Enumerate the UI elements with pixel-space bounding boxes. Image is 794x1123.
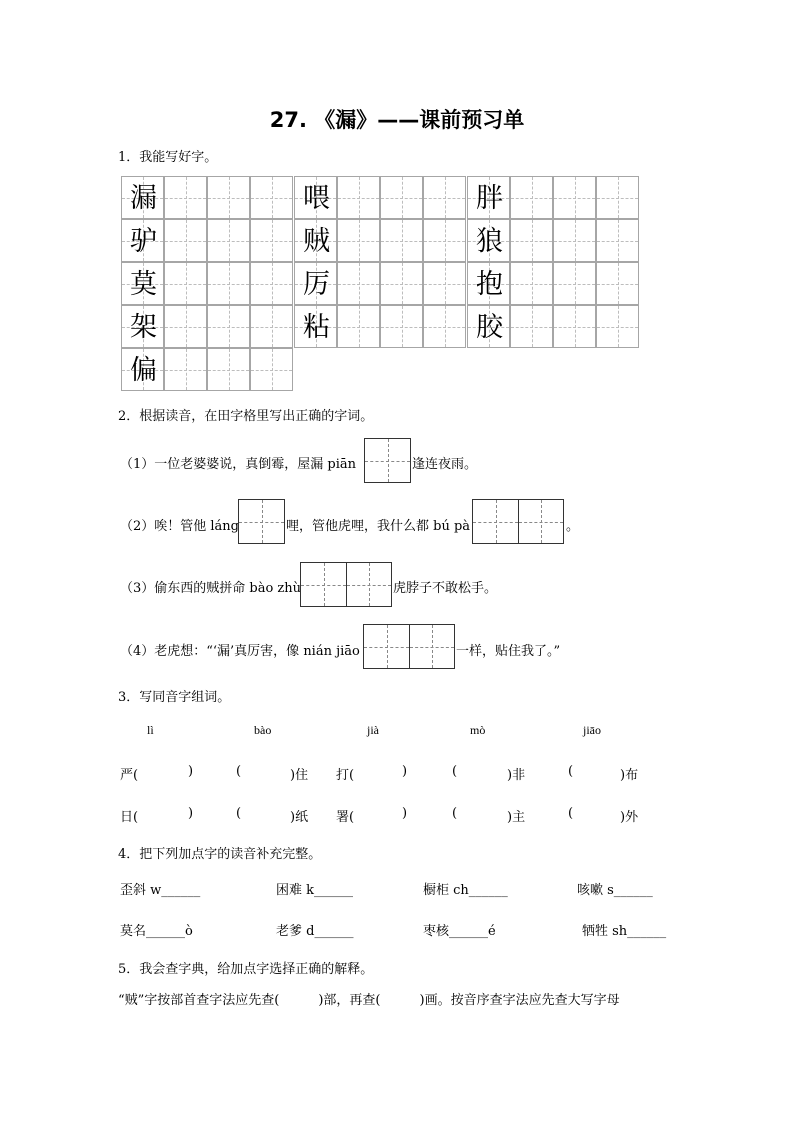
- model-character: 漏: [130, 183, 157, 214]
- q2-item-4-after: 一样，贴住我了。”: [456, 644, 561, 659]
- practice-cell[interactable]: [164, 262, 207, 305]
- q3-fill-segment: 日(: [120, 810, 139, 825]
- q5-line: “贼”字按部首查字法应先查( )部，再查( )画。按音序查字法应先查大写字母: [118, 993, 620, 1008]
- q2-item-2-middle: 哩，管他虎哩，我什么都 bú pà: [286, 519, 471, 534]
- practice-cell[interactable]: [380, 305, 423, 348]
- practice-cell[interactable]: [164, 176, 207, 219]
- question-3-label: 3．写同音字组词。: [118, 690, 231, 705]
- practice-cell[interactable]: [250, 176, 293, 219]
- q3-fill-segment: )主: [507, 810, 526, 825]
- model-character: 架: [130, 312, 157, 343]
- q2-item-2-before: （2）唉！管他 láng: [120, 519, 240, 534]
- model-character: 抱: [476, 269, 503, 300]
- model-character: 驴: [130, 226, 157, 257]
- practice-cell[interactable]: [423, 305, 466, 348]
- model-character: 喂: [303, 183, 330, 214]
- q3-fill-segment: ): [188, 764, 194, 779]
- q4-item: 牺牲 sh______: [582, 924, 667, 939]
- model-character: 胖: [476, 183, 503, 214]
- q3-fill-segment: (: [452, 806, 458, 821]
- practice-cell[interactable]: [423, 262, 466, 305]
- practice-cell[interactable]: [596, 305, 639, 348]
- practice-cell[interactable]: [510, 176, 553, 219]
- q4-item: 枣核______é: [423, 924, 496, 939]
- practice-cell[interactable]: [250, 262, 293, 305]
- q3-fill-segment: 署(: [336, 810, 355, 825]
- practice-cell[interactable]: [250, 219, 293, 262]
- q3-fill-segment: )纸: [290, 810, 309, 825]
- model-character: 偏: [130, 355, 157, 386]
- q3-fill-segment: (: [236, 764, 242, 779]
- q3-fill-segment: (: [452, 764, 458, 779]
- q4-item: 老爹 d______: [276, 924, 354, 939]
- practice-cell[interactable]: [207, 348, 250, 391]
- practice-cell[interactable]: [164, 219, 207, 262]
- model-character: 莫: [130, 269, 157, 300]
- practice-cell[interactable]: [553, 219, 596, 262]
- q3-fill-segment: ): [188, 806, 194, 821]
- model-character-cell: [467, 262, 510, 305]
- q2-item-1-before: （1）一位老婆婆说，真倒霉，屋漏 piān: [120, 457, 357, 472]
- q2-item-3-after: 虎脖子不敢松手。: [393, 581, 498, 596]
- model-character-cell: [294, 219, 337, 262]
- q2-item-3-before: （3）偷东西的贼拼命 bào zhù: [120, 581, 302, 596]
- tianzi-box[interactable]: [300, 562, 392, 607]
- q3-fill-segment: )非: [507, 768, 526, 783]
- practice-cell[interactable]: [337, 305, 380, 348]
- model-character-cell: [467, 176, 510, 219]
- practice-cell[interactable]: [337, 219, 380, 262]
- practice-cell[interactable]: [207, 262, 250, 305]
- q2-item-2-after: 。: [566, 519, 580, 534]
- practice-cell[interactable]: [380, 262, 423, 305]
- model-character: 厉: [303, 269, 330, 300]
- practice-cell[interactable]: [250, 305, 293, 348]
- q3-fill-segment: ): [402, 764, 408, 779]
- practice-cell[interactable]: [596, 262, 639, 305]
- model-character-cell: [294, 305, 337, 348]
- model-character-cell: [121, 262, 164, 305]
- pinyin-label: bào: [254, 723, 272, 737]
- pinyin-label: lì: [147, 723, 154, 737]
- practice-cell[interactable]: [207, 219, 250, 262]
- practice-cell[interactable]: [337, 176, 380, 219]
- practice-cell[interactable]: [423, 176, 466, 219]
- q3-fill-segment: 严(: [120, 768, 139, 783]
- model-character: 贼: [303, 226, 330, 257]
- q3-fill-segment: (: [568, 764, 574, 779]
- pinyin-label: jiāo: [583, 723, 601, 737]
- tianzi-box[interactable]: [472, 499, 564, 544]
- q4-item: 橱柜 ch______: [423, 883, 508, 898]
- tianzi-box[interactable]: [363, 624, 455, 669]
- model-character-cell: [294, 176, 337, 219]
- model-character-cell: [467, 305, 510, 348]
- practice-cell[interactable]: [553, 262, 596, 305]
- practice-cell[interactable]: [553, 305, 596, 348]
- tianzi-box[interactable]: [238, 499, 285, 544]
- practice-cell[interactable]: [337, 262, 380, 305]
- model-character-cell: [121, 305, 164, 348]
- q4-item: 莫名______ò: [120, 924, 193, 939]
- practice-cell[interactable]: [164, 305, 207, 348]
- model-character-cell: [121, 219, 164, 262]
- practice-cell[interactable]: [250, 348, 293, 391]
- model-character: 胶: [476, 312, 503, 343]
- practice-cell[interactable]: [596, 219, 639, 262]
- q3-fill-segment: (: [236, 806, 242, 821]
- practice-cell[interactable]: [380, 219, 423, 262]
- question-1-label: 1．我能写好字。: [118, 150, 218, 165]
- model-character: 粘: [303, 312, 330, 343]
- practice-cell[interactable]: [553, 176, 596, 219]
- q3-fill-segment: )住: [290, 768, 309, 783]
- question-5-label: 5．我会查字典，给加点字选择正确的解释。: [118, 962, 374, 977]
- q2-item-1-after: 逢连夜雨。: [412, 457, 478, 472]
- page-title: 27. 《漏》——课前预习单: [269, 108, 525, 132]
- q2-item-4-before: （4）老虎想：“‘漏’真厉害，像 nián jiāo: [120, 644, 360, 659]
- model-character-cell: [121, 176, 164, 219]
- model-character-cell: [121, 348, 164, 391]
- tianzi-box[interactable]: [364, 438, 411, 483]
- q3-fill-segment: (: [568, 806, 574, 821]
- q4-item: 困难 k______: [276, 883, 354, 898]
- practice-cell[interactable]: [510, 305, 553, 348]
- model-character: 狼: [476, 226, 503, 257]
- question-4-label: 4．把下列加点字的读音补充完整。: [118, 847, 322, 862]
- q4-item: 歪斜 w______: [120, 883, 201, 898]
- practice-cell[interactable]: [510, 262, 553, 305]
- q3-fill-segment: )布: [620, 768, 639, 783]
- q3-fill-segment: )外: [620, 810, 639, 825]
- practice-cell[interactable]: [423, 219, 466, 262]
- practice-cell[interactable]: [207, 176, 250, 219]
- q3-fill-segment: 打(: [336, 768, 355, 783]
- practice-cell[interactable]: [164, 348, 207, 391]
- practice-cell[interactable]: [207, 305, 250, 348]
- q4-item: 咳嗽 s______: [577, 883, 653, 898]
- model-character-cell: [467, 219, 510, 262]
- pinyin-label: mò: [470, 723, 486, 737]
- question-2-label: 2．根据读音，在田字格里写出正确的字词。: [118, 409, 374, 424]
- practice-cell[interactable]: [380, 176, 423, 219]
- practice-cell[interactable]: [510, 219, 553, 262]
- practice-cell[interactable]: [596, 176, 639, 219]
- model-character-cell: [294, 262, 337, 305]
- pinyin-label: jià: [367, 723, 379, 737]
- q3-fill-segment: ): [402, 806, 408, 821]
